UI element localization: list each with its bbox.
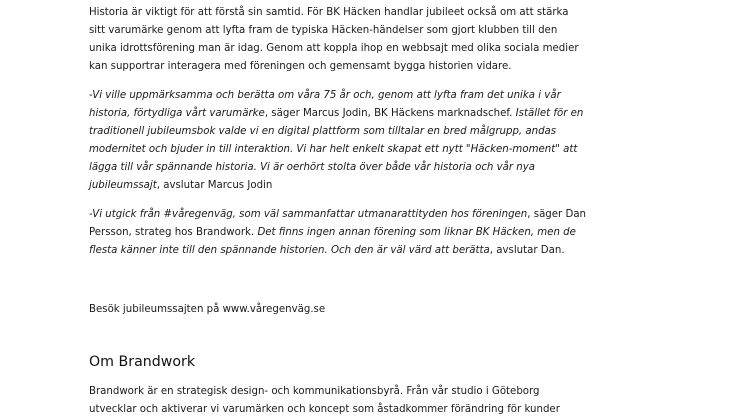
quote-italic-text: traditionell jubileumsbok valde vi en digital plattform som tilltalar en bred målgrupp, andas: [89, 125, 557, 137]
quote-line: [89, 141, 669, 159]
quote-italic-text: Istället för en: [515, 107, 584, 119]
quote-italic-text: Det finns ingen annan förening som liknar BK Häcken, men de: [257, 226, 576, 238]
intro-line: Historia är viktigt för att förstå sin samtid. För BK Häcken handlar jubileet också om att stärka: [89, 7, 569, 18]
intro-paragraph: [89, 4, 669, 76]
about-line: utvecklar och aktiverar vi varumärken och koncept som åstadkommer förändring för kunder: [89, 403, 560, 415]
quote-italic-text: historia, förtydliga vårt varumärke: [89, 107, 265, 119]
dan-quote-paragraph: [89, 206, 669, 260]
attribution-text: , avslutar Marcus Jodin: [156, 179, 273, 191]
attribution-text: Persson, strateg hos Brandwork.: [89, 226, 258, 238]
quote-italic-text: modernitet och bjuder in till interaktion. Vi har helt enkelt skapat ett nytt "Häcken-moment" att: [89, 143, 578, 155]
intro-line: kan supportrar interagera med föreningen och gemensamt bygga historien vidare.: [89, 60, 512, 72]
about-line: Brandwork är en strategisk design- och kommunikationsbyrå. Från vår studio i Göteborg: [89, 386, 540, 397]
quote-line: [89, 206, 669, 224]
quote-italic-text: lägga till vår spännande historia. Vi är oerhört stolta över både vår historia och vår nya: [89, 161, 536, 173]
quote-line: [89, 177, 669, 195]
intro-line: unika idrottsförening man är idag. Genom att koppla ihop en webbsajt med olika sociala medier: [89, 42, 579, 54]
quote-italic-text: -Vi utgick från #våregenväg, som väl sammanfattar utmanarattityden hos föreningen: [89, 209, 528, 220]
visit-site-paragraph: Besök jubileumssajten på www.våregenväg.se: [89, 304, 326, 315]
attribution-text: , säger Dan: [527, 209, 587, 220]
quote-line: [89, 159, 669, 177]
attribution-text: , avslutar Dan.: [489, 244, 565, 256]
quote-italic-text: flesta känner inte till den spännande historien. Och den är väl värd att berätta: [89, 244, 490, 256]
attribution-text: , säger Marcus Jodin, BK Häckens marknadschef.: [264, 107, 516, 119]
quote-line: [89, 123, 669, 141]
quote-line: [89, 224, 669, 242]
about-paragraph: [89, 383, 669, 419]
intro-line: sitt varumärke genom att lyfta fram de typiska Häcken-händelser som gjort klubben till den: [89, 24, 558, 36]
about-heading: Om Brandwork: [89, 354, 196, 370]
quote-italic-text: -Vi ville uppmärksamma och berätta om våra 75 år och, genom att lyfta fram det unika i vår: [89, 90, 561, 101]
quote-line: [89, 242, 669, 260]
quote-line: [89, 87, 669, 105]
quote-line: [89, 105, 669, 123]
quote-italic-text: jubileumssajt: [89, 179, 157, 191]
marcus-quote-paragraph: [89, 87, 669, 194]
